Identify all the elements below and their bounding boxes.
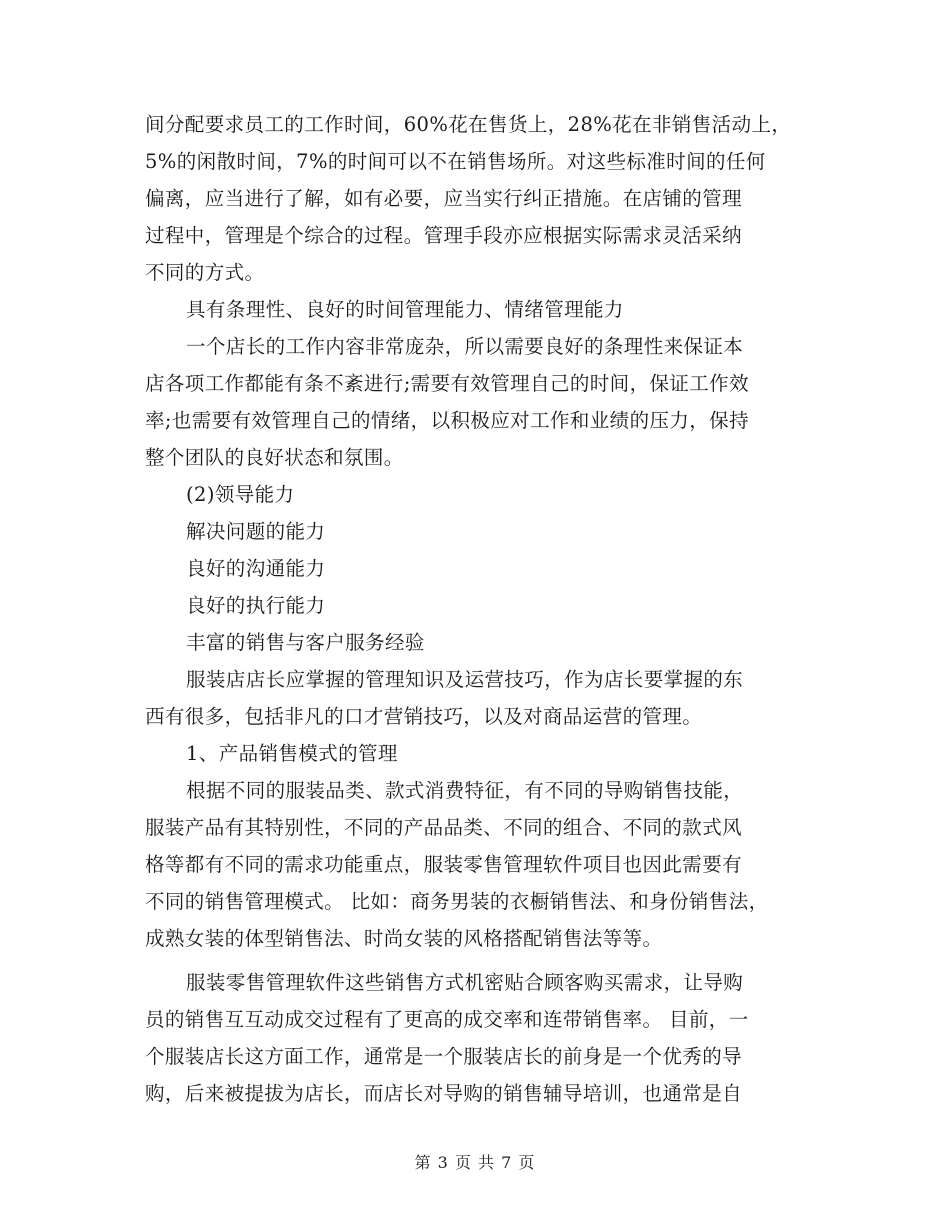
text-line: 个服装店长这方面工作，通常是一个服装店长的前身是一个优秀的导 — [145, 1045, 743, 1068]
text-line: 丰富的销售与客户服务经验 — [186, 631, 425, 654]
text-line: 西有很多，包括非凡的口才营销技巧，以及对商品运营的管理。 — [145, 705, 703, 728]
text-line: 间分配要求员工的工作时间，60%花在售货上，28%花在非销售活动上， — [145, 113, 792, 136]
text-line: 良好的执行能力 — [186, 594, 326, 617]
text-line: 5%的闲散时间，7%的时间可以不在销售场所。对这些标准时间的任何 — [145, 150, 766, 173]
text-line: 解决问题的能力 — [186, 520, 326, 543]
text-line: 偏离，应当进行了解，如有必要，应当实行纠正措施。在店铺的管理 — [145, 187, 743, 210]
text-line: 服装零售管理软件这些销售方式机密贴合顾客购买需求，让导购 — [186, 971, 744, 994]
text-line: 店各项工作都能有条不紊进行;需要有效管理自己的时间，保证工作效 — [145, 372, 749, 395]
text-line: 根据不同的服装品类、款式消费特征，有不同的导购销售技能， — [186, 779, 744, 802]
text-line: 1、产品销售模式的管理 — [186, 742, 398, 765]
text-line: 具有条理性、良好的时间管理能力、情绪管理能力 — [186, 298, 624, 321]
text-line: 服装产品有其特别性，不同的产品品类、不同的组合、不同的款式风 — [145, 816, 743, 839]
text-line: 成熟女装的体型销售法、时尚女装的风格搭配销售法等等。 — [145, 927, 663, 950]
text-line: 不同的方式。 — [145, 261, 265, 284]
text-line: 不同的销售管理模式。 比如：商务男装的衣橱销售法、和身份销售法， — [145, 890, 769, 913]
text-line: 率;也需要有效管理自己的情绪，以积极应对工作和业绩的压力，保持 — [145, 409, 749, 432]
text-line: 服装店店长应掌握的管理知识及运营技巧，作为店长要掌握的东 — [186, 668, 744, 691]
text-line: 格等都有不同的需求功能重点，服装零售管理软件项目也因此需要有 — [145, 853, 743, 876]
text-line: (2)领导能力 — [186, 483, 295, 506]
paragraph-gap — [145, 957, 810, 964]
text-line: 一个店长的工作内容非常庞杂，所以需要良好的条理性来保证本 — [186, 335, 744, 358]
page-number-footer: 第 3 页 共 7 页 — [414, 1153, 536, 1172]
text-line: 过程中，管理是个综合的过程。管理手段亦应根据实际需求灵活采纳 — [145, 224, 743, 247]
text-line: 员的销售互互动成交过程有了更高的成交率和连带销售率。 目前，一 — [145, 1008, 749, 1031]
text-line: 购，后来被提拔为店长，而店长对导购的销售辅导培训，也通常是自 — [145, 1082, 743, 1105]
text-line: 良好的沟通能力 — [186, 557, 326, 580]
text-line: 整个团队的良好状态和氛围。 — [145, 446, 404, 469]
document-body — [145, 106, 810, 1112]
